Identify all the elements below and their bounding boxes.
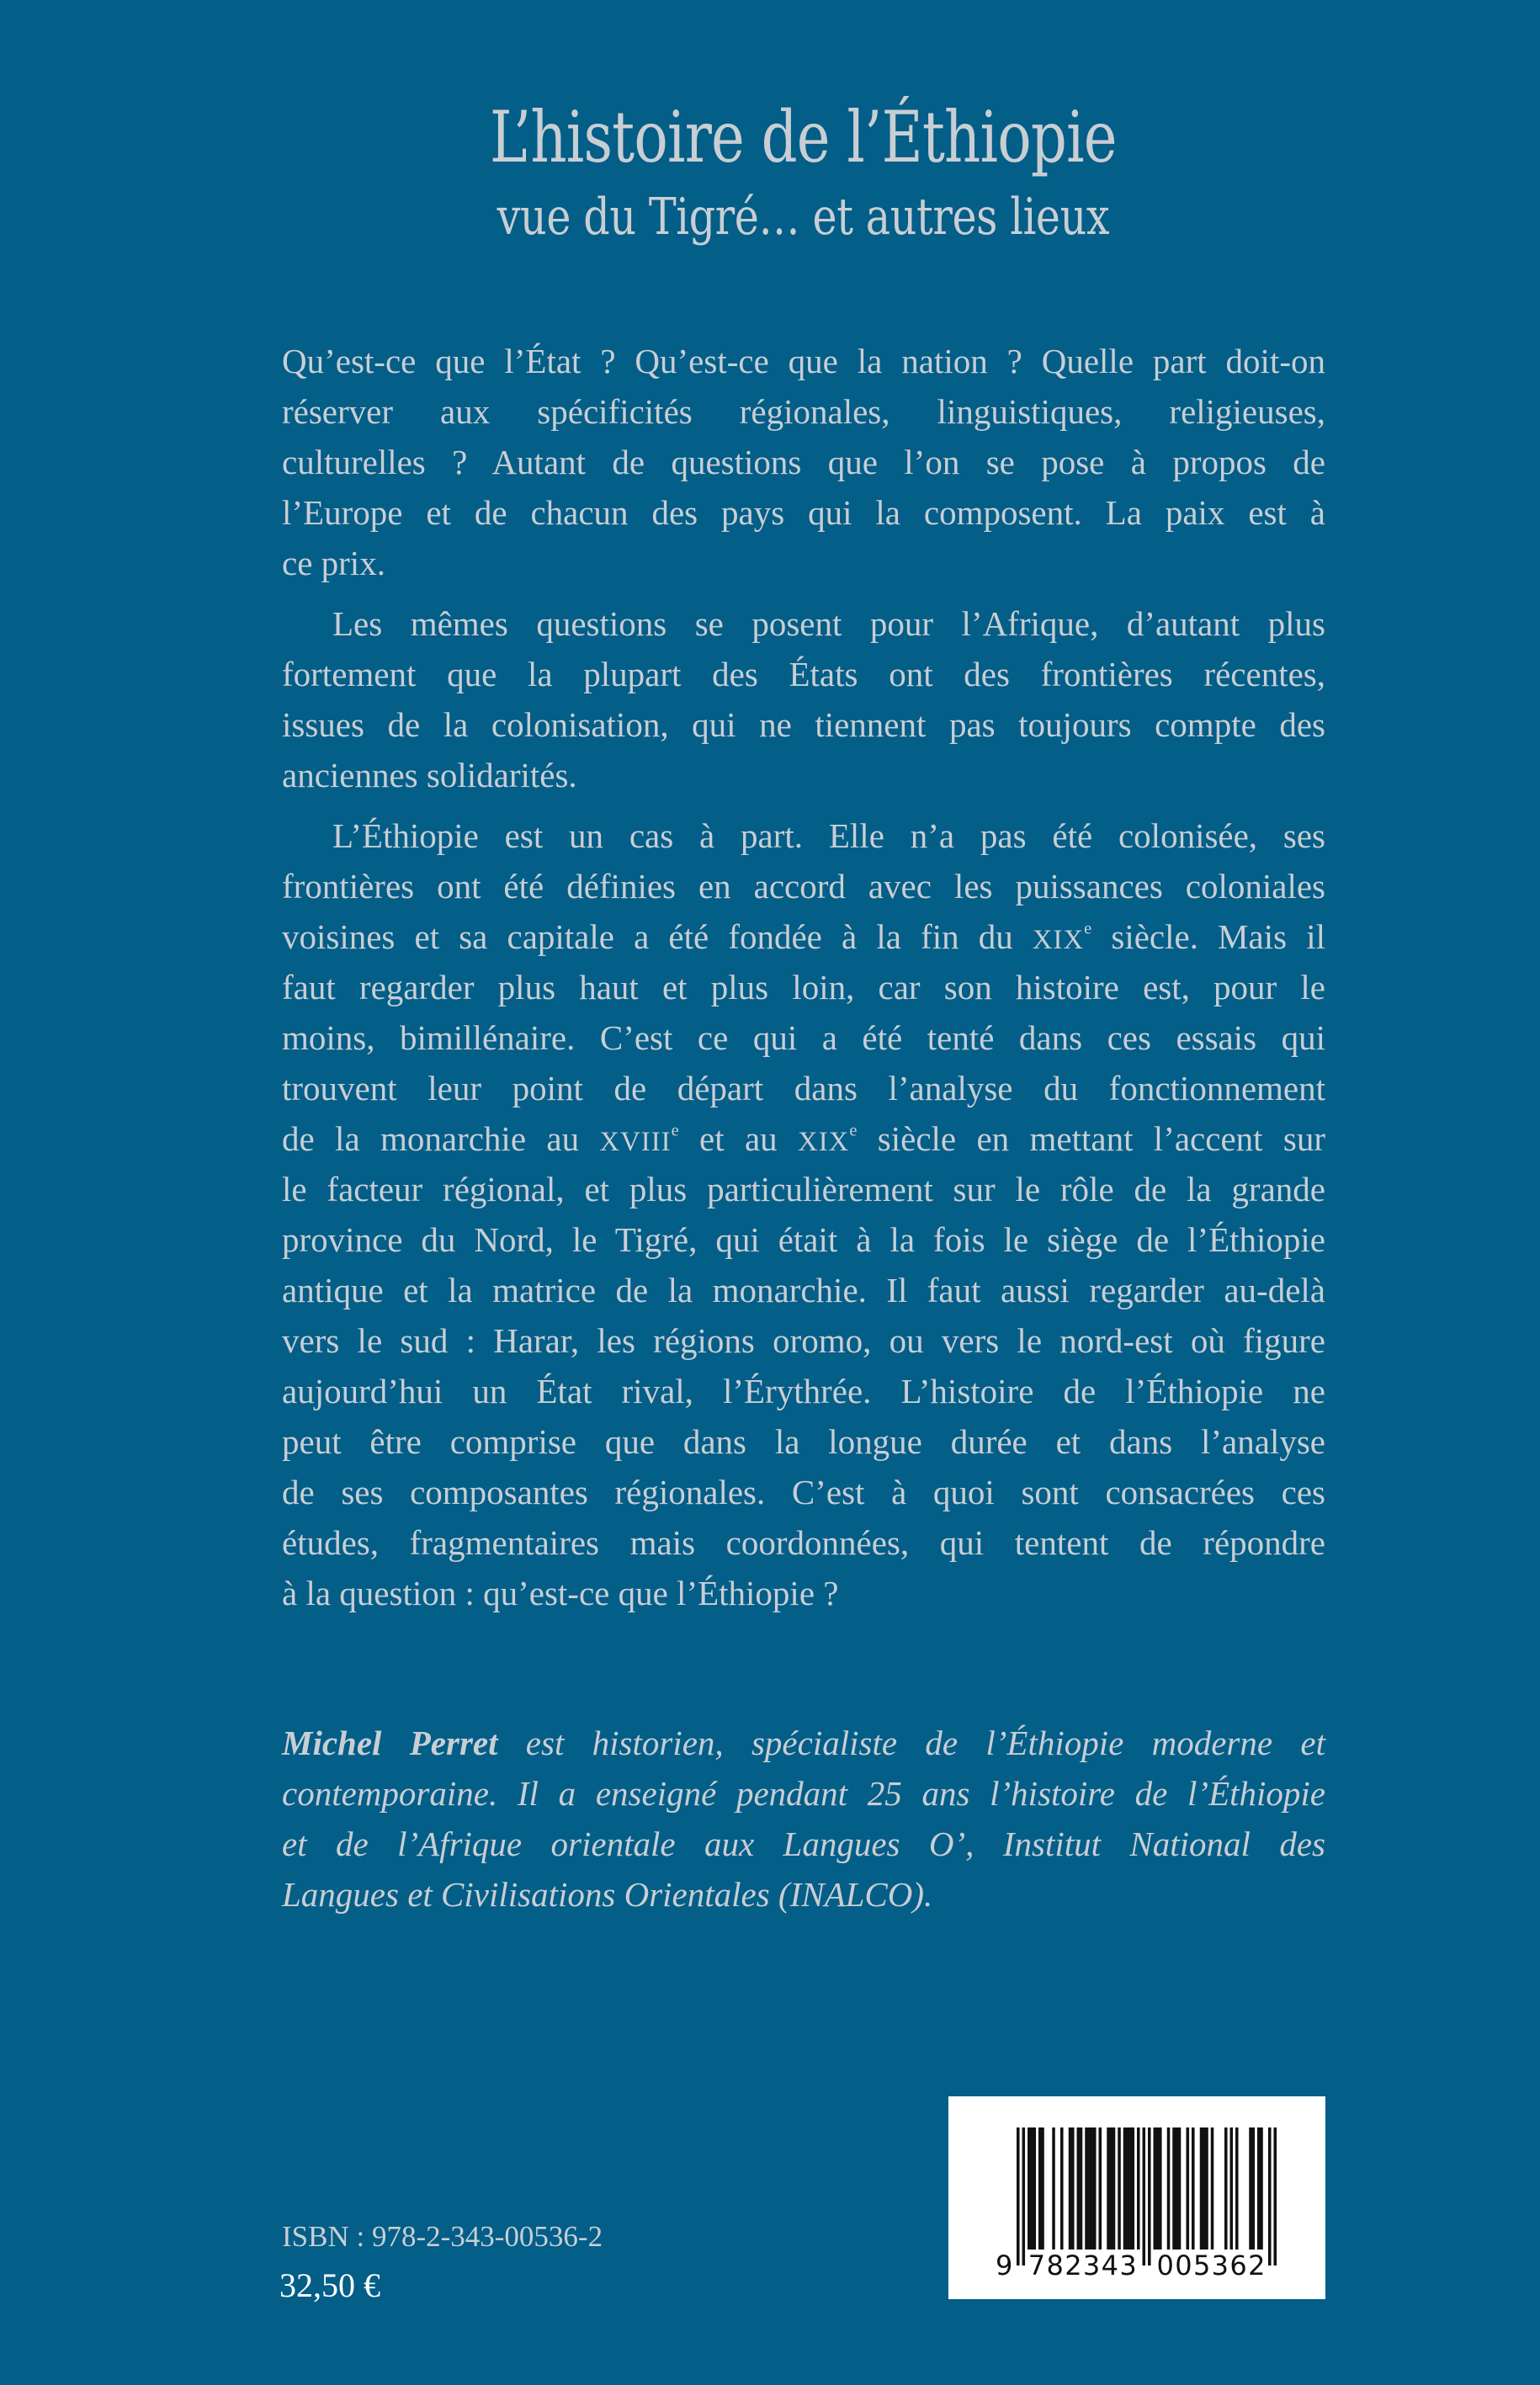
ordinal-superscript: e	[849, 1121, 858, 1140]
text-line: l’Europe et de chacun des pays qui la composent. La paix est à	[282, 493, 1325, 532]
text-line: faut regarder plus haut et plus loin, car son histoire est, pour le	[282, 968, 1325, 1007]
text-line: aujourd’hui un État rival, l’Érythrée. L’histoire de l’Éthiopie ne	[282, 1372, 1325, 1410]
text-line: moins, bimillénaire. C’est ce qui a été tenté dans ces essais qui	[282, 1018, 1325, 1057]
text-line: peut être comprise que dans la longue durée et dans l’analyse	[282, 1422, 1325, 1461]
text-line: à la question : qu’est-ce que l’Éthiopie ?	[282, 1574, 839, 1612]
book-title: L’histoire de l’Éthiopie	[490, 96, 1117, 178]
text-line: voisines et sa capitale a été fondée à la fin du XIXe siècle. Mais il	[282, 917, 1325, 956]
text-line: issues de la colonisation, qui ne tiennent pas toujours compte des	[282, 705, 1325, 744]
text-line: de ses composantes régionales. C’est à quoi sont consacrées ces	[282, 1473, 1325, 1511]
author-name: Michel Perret	[282, 1724, 498, 1762]
summary-paragraph-3	[282, 810, 1325, 1618]
text-line: études, fragmentaires mais coordonnées, qui tentent de répondre	[282, 1523, 1325, 1562]
text-line: trouvent leur point de départ dans l’analyse du fonctionnement	[282, 1069, 1325, 1108]
bio-line: Michel Perret est historien, spécialiste de l’Éthiopie moderne et	[282, 1724, 1325, 1762]
book-subtitle: vue du Tigré… et autres lieux	[497, 188, 1110, 247]
roman-numeral-century: XVIII	[599, 1127, 672, 1157]
text-line: Qu’est-ce que l’État ? Qu’est-ce que la nation ? Quelle part doit-on	[282, 342, 1325, 380]
barcode-icon	[948, 2096, 1325, 2299]
text-line: réserver aux spécificités régionales, linguistiques, religieuses,	[282, 392, 1325, 431]
bio-line: Langues et Civilisations Orientales (INALCO).	[282, 1875, 933, 1914]
text-line: culturelles ? Autant de questions que l’on se pose à propos de	[282, 443, 1325, 481]
author-bio	[282, 1718, 1325, 1920]
bio-line: contemporaine. Il a enseigné pendant 25 ans l’histoire de l’Éthiopie	[282, 1774, 1325, 1813]
text-line: L’Éthiopie est un cas à part. Elle n’a pas été colonisée, ses	[332, 816, 1325, 855]
text-line: ce prix.	[282, 544, 385, 582]
text-line: le facteur régional, et plus particulièrement sur le rôle de la grande	[282, 1170, 1325, 1208]
roman-numeral-century: XIX	[1032, 925, 1085, 955]
text-line: frontières ont été définies en accord avec les puissances coloniales	[282, 867, 1325, 906]
summary-paragraph-2	[282, 598, 1325, 800]
summary-paragraph-1	[282, 336, 1325, 588]
barcode-digits: 782343	[1028, 2250, 1137, 2281]
roman-numeral-century: XIX	[798, 1127, 850, 1157]
ordinal-superscript: e	[1084, 919, 1092, 938]
text-line: antique et la matrice de la monarchie. Il faut aussi regarder au-delà	[282, 1271, 1325, 1309]
text-line: province du Nord, le Tigré, qui était à la fois le siège de l’Éthiopie	[282, 1220, 1325, 1259]
barcode-digits: 9	[996, 2250, 1013, 2281]
ordinal-superscript: e	[671, 1121, 679, 1140]
text-line: Les mêmes questions se posent pour l’Afrique, d’autant plus	[332, 604, 1325, 643]
text-line: de la monarchie au XVIIIe et au XIXe siècle en mettant l’accent sur	[282, 1119, 1325, 1158]
text-line: anciennes solidarités.	[282, 756, 577, 794]
text-line: fortement que la plupart des États ont des frontières récentes,	[282, 655, 1325, 693]
price-label: 32,50 €	[279, 2266, 380, 2304]
bio-line: et de l’Afrique orientale aux Langues O’, Institut National des	[282, 1825, 1325, 1863]
barcode	[948, 2096, 1325, 2299]
text-line: vers le sud : Harar, les régions oromo, ou vers le nord-est où figure	[282, 1321, 1325, 1360]
isbn-label: ISBN : 978-2-343-00536-2	[282, 2220, 603, 2253]
barcode-digits: 005362	[1156, 2250, 1266, 2281]
